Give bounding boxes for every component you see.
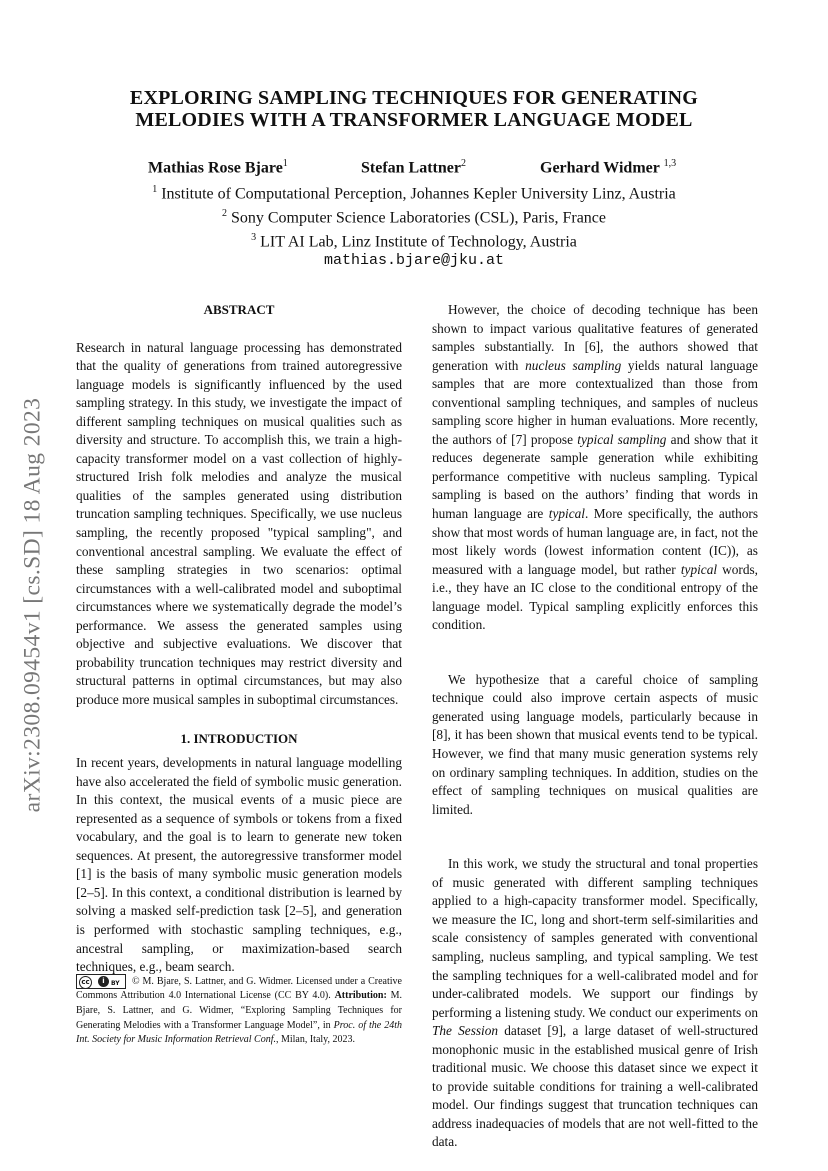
arxiv-identifier: arXiv:2308.09454v1 [cs.SD] 18 Aug 2023 (19, 397, 46, 813)
left-column (76, 301, 402, 977)
arxiv-sidebar-stamp (18, 360, 48, 850)
author-2: Stefan Lattner$^2$ (361, 158, 466, 177)
affiliations (76, 180, 752, 271)
attribution-text: M. Bjare, S. Lattner, and G. Widmer, “Exploring Sampling Techniques for Generating Melodies with a Transformer Language Model”, in (76, 990, 403, 1031)
right-paragraph-2: We hypothesize that a careful choice of sampling technique could also improve certain aspects of music generated using language models, particularly because in [8], it has been shown that musical events tend to be typical. However, we find that many music generation systems rely on ordinary sampling techniques. In addition, studies on the effect of sampling techniques on musical qualities are limited. (432, 671, 758, 817)
introduction-heading: 1. INTRODUCTION (180, 731, 298, 747)
cc-by-license-icon: cc i BY (76, 974, 126, 989)
paper-title: EXPLORING SAMPLING TECHNIQUES FOR GENERATING MELODIES WITH A TRANSFORMER LANGUAGE MODEL (129, 87, 699, 131)
venue-name: Proc. of the 24th Int. Society for Music Information Retrieval Conf. (76, 1019, 403, 1046)
affiliation-2: $^2$ Sony Computer Science Laboratories (CSL), Paris, France (221, 207, 607, 227)
introduction-paragraph-1: In recent years, developments in natural language modelling have also accelerated the field of symbolic music generation. In this context, the musical events of a music piece are represented as a sequence of symbols or tokens from a fixed vocabulary, and the goal is to learn to generate new token sequences. At present, the autoregressive transformer model [1] is the basis of many symbolic music generation models [2–5]. In this context, a conditional distribution is learned by solving a masked self-prediction task [2–5], and generation is performed with stochastic sampling techniques, e.g., ancestral sampling, or maximization-based search techniques, e.g., beam search. (76, 755, 402, 975)
affiliation-1: $^1$ Institute of Computational Perception, Johannes Kepler University Linz, Austria (152, 184, 676, 203)
venue-place: , Milan, Italy, 2023. (275, 1034, 356, 1046)
author-3: Gerhard Widmer $^{1,3}$ (540, 158, 677, 177)
author-1: Mathias Rose Bjare$^1$ (148, 158, 288, 177)
abstract-heading: ABSTRACT (203, 302, 275, 317)
contact-email: mathias.bjare@jku.at (323, 252, 505, 270)
license-text: © M. Bjare, S. Lattner, and G. Widmer. Licensed under a Creative Commons Attribution 4.0 International License (CC BY 4.0). (76, 975, 402, 1002)
author-list (0, 158, 828, 180)
attribution-label: Attribution: (334, 990, 387, 1002)
right-paragraph-1: However, the choice of decoding technique has been shown to impact various qualitative features of generated samples substantially. In [6], the authors showed that generation with nucleus sampling yields natural language samples that are more contextualized than those from conventional sampling techniques, and samples of nucleus sampling score higher in human evaluations. More recently, the authors of [7] propose typical sampling and show that it reduces degenerate sample generation while exhibiting performance competitive with nucleus sampling. Typical sampling is based on the authors’ finding that words in human language are typical. More specifically, the authors show that most words of human language are, in fact, not the most likely words (lowest information content (IC)), as measured with a language model, but rather typical words, i.e., they have an IC close to the conditional entropy of the language model. Typical sampling explicitly enforces this condition. (432, 302, 758, 633)
right-column (432, 301, 758, 1152)
abstract-text: Research in natural language processing has demonstrated that the quality of generations from trained autoregressive language models is significantly influenced by the used sampling strategy. In this study, we investigate the impact of different sampling techniques on musical qualities such as diversity and structure. To accomplish this, we train a high-capacity transformer model on a vast collection of highly-structured Irish folk melodies and analyze the musical qualities of the samples generated using distribution truncation sampling techniques. Specifically, we use nucleus sampling, the recently proposed "typical sampling", and conventional ancestral sampling. We evaluate the effect of these sampling strategies in two scenarios: optimal circumstances with a well-calibrated model and suboptimal circumstances where we systematically degrade the model’s performance. We assess the generated samples using objective and subjective evaluations. We discover that probability truncation techniques may restrict diversity and structural patterns in optimal circumstances, but may also produce more musical samples in suboptimal circumstances. (76, 339, 402, 707)
right-paragraph-3: In this work, we study the structural and tonal properties of music generated with different sampling techniques applied to a high-capacity transformer model. Specifically, we measure the IC, long and short-term self-similarities and scale consistency of samples generated with conventional sampling, nucleus sampling, and typical sampling. We test the sampling techniques for a well-calibrated model and for under-calibrated models. We support our findings by performing a listening study. We conduct our experiments on The Session dataset [9], a large dataset of well-structured monophonic music in the established musical genre of Irish traditional music. We choose this dataset since we expect it to provide suitable conditions for training a well-calibrated model. Our findings suggest that truncation techniques can address inadequacies of models that are not well-fitted to the data. (432, 856, 759, 1150)
license-footnote (76, 974, 402, 1048)
affiliation-3: $^3$ LIT AI Lab, Linz Institute of Technology, Austria (251, 231, 577, 250)
